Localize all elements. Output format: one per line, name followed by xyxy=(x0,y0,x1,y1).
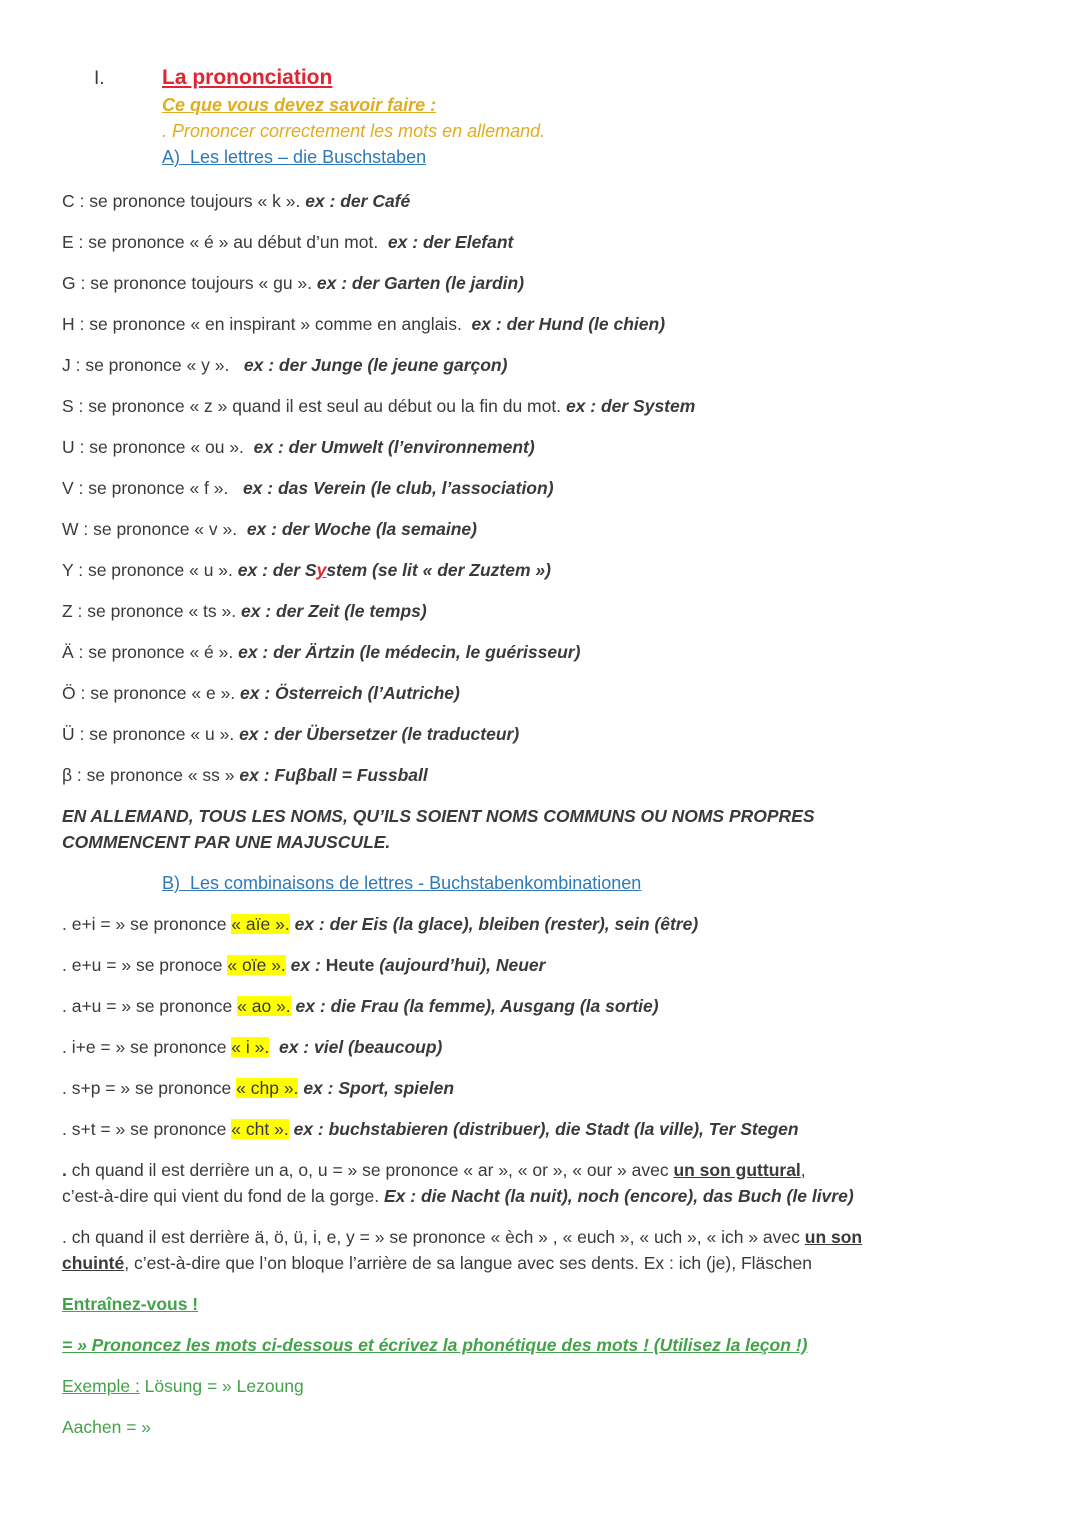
letter-rule-e xyxy=(62,229,1016,255)
text-line xyxy=(162,870,1016,896)
text-line xyxy=(62,952,1016,978)
text-line xyxy=(62,1291,1016,1317)
text-segment: ex : der S xyxy=(237,560,317,580)
text-segment: chuinté xyxy=(62,1253,125,1273)
text-segment: . ch quand il est derrière ä, ö, ü, i, e, y = » se prononce « èch » , « euch », « uch », « ich » avec xyxy=(62,1227,805,1247)
text-segment: ex : der Hund (le chien) xyxy=(471,314,666,334)
spellcheck-marked-letter: y xyxy=(316,560,327,580)
text-segment: . s+p = » se prononce xyxy=(62,1078,237,1098)
text-line xyxy=(62,393,1016,419)
text-line xyxy=(62,229,1016,255)
text-line xyxy=(62,188,1016,214)
letter-rule-ue xyxy=(62,721,1016,747)
text-line xyxy=(62,516,1016,542)
text-line xyxy=(62,352,1016,378)
letter-rule-ae xyxy=(62,639,1016,665)
text-segment: Ö : se prononce « e ». xyxy=(62,683,241,703)
text-segment: . e+i = » se prononce xyxy=(62,914,232,934)
text-segment: E : se prononce « é » au début d’un mot. xyxy=(62,232,388,252)
text-line xyxy=(62,1075,1016,1101)
text-segment: Z : se prononce « ts ». xyxy=(62,601,241,621)
text-line xyxy=(162,144,1016,170)
combo-rule-ei xyxy=(62,911,1016,937)
text-line xyxy=(62,721,1016,747)
text-line xyxy=(62,311,1016,337)
ch-guttural-rule xyxy=(62,1157,1016,1209)
text-segment: c’est-à-dire qui vient du fond de la gorge. xyxy=(62,1186,384,1206)
text-segment: ex : der Eis (la glace), bleiben (rester), sein (être) xyxy=(294,914,699,934)
text-segment: COMMENCENT PAR UNE MAJUSCULE. xyxy=(62,832,391,852)
text-line xyxy=(62,803,1016,829)
letter-rule-s xyxy=(62,393,1016,419)
text-line xyxy=(62,1034,1016,1060)
text-line xyxy=(162,118,1016,144)
highlighted-pronunciation: « cht ». xyxy=(231,1119,289,1139)
text-segment: . a+u = » se prononce xyxy=(62,996,238,1016)
text-segment: Ü : se prononce « u ». xyxy=(62,724,240,744)
text-line xyxy=(62,270,1016,296)
text-segment: , c’est-à-dire que l’on bloque l’arrière de sa langue avec ses dents. Ex : ich (je), Fläschen xyxy=(124,1253,812,1273)
highlighted-pronunciation: « chp ». xyxy=(236,1078,299,1098)
text-segment: ex : Sport, spielen xyxy=(303,1078,455,1098)
text-segment: V : se prononce « f ». xyxy=(62,478,243,498)
text-line xyxy=(62,557,1016,583)
subtitle-text: Ce que vous devez savoir faire : xyxy=(162,95,437,115)
text-segment: ex : der Café xyxy=(305,191,411,211)
text-segment: Ä : se prononce « é ». xyxy=(62,642,239,662)
text-segment: ex : der System xyxy=(565,396,696,416)
highlighted-pronunciation: « i ». xyxy=(231,1037,270,1057)
text-segment: ex : das Verein (le club, l’association) xyxy=(242,478,554,498)
text-segment: , xyxy=(800,1160,806,1180)
text-line xyxy=(62,1116,1016,1142)
text-segment: ex : der Umwelt (l’environnement) xyxy=(253,437,535,457)
text-segment: W : se prononce « v ». xyxy=(62,519,247,539)
section-objective xyxy=(162,118,1016,144)
text-segment: Heute xyxy=(325,955,380,975)
text-segment: ex : xyxy=(290,955,326,975)
heading-b-text: B) Les combinaisons de lettres - Buchstabenkombinationen xyxy=(162,873,642,893)
text-line xyxy=(62,680,1016,706)
text-segment: S : se prononce « z » quand il est seul au début ou la fin du mot. xyxy=(62,396,566,416)
letter-rule-h xyxy=(62,311,1016,337)
letter-rule-oe xyxy=(62,680,1016,706)
text-segment: G : se prononce toujours « gu ». xyxy=(62,273,317,293)
text-segment: ch quand il est derrière un a, o, u = » se prononce « ar », « or », « our » avec xyxy=(66,1160,674,1180)
text-segment: Y : se prononce « u ». xyxy=(62,560,238,580)
objective-text: . Prononcer correctement les mots en allemand. xyxy=(162,121,546,141)
text-segment: H : se prononce « en inspirant » comme en anglais. xyxy=(62,314,472,334)
text-line xyxy=(62,1414,1016,1440)
capitalization-note xyxy=(62,803,1016,855)
exercise-instruction xyxy=(62,1332,1016,1358)
text-line xyxy=(62,1332,1016,1358)
section-subtitle xyxy=(162,92,1016,118)
exercise-heading-text: Entraînez-vous ! xyxy=(62,1294,199,1314)
text-segment: un son guttural xyxy=(673,1160,801,1180)
section-number: I. xyxy=(94,68,105,89)
text-segment: . xyxy=(62,1160,67,1180)
text-segment: EN ALLEMAND, TOUS LES NOMS, QU’ILS SOIENT NOMS COMMUNS OU NOMS PROPRES xyxy=(62,806,815,826)
text-line xyxy=(62,434,1016,460)
letter-rule-v xyxy=(62,475,1016,501)
text-segment: . s+t = » se prononce xyxy=(62,1119,232,1139)
text-line xyxy=(62,1183,1016,1209)
text-line xyxy=(62,639,1016,665)
exercise-heading xyxy=(62,1291,1016,1317)
letter-rule-z xyxy=(62,598,1016,624)
letter-rule-j xyxy=(62,352,1016,378)
document-body xyxy=(62,64,1016,1440)
section-title: La prononciation xyxy=(162,66,333,89)
combo-rule-au xyxy=(62,993,1016,1019)
text-segment: Ex : die Nacht (la nuit), noch (encore), das Buch (le livre) xyxy=(384,1186,854,1206)
exercise-item-aachen xyxy=(62,1414,1016,1440)
exercise-word: Aachen = » xyxy=(62,1417,152,1437)
text-segment: β : se prononce « ss » xyxy=(62,765,240,785)
text-segment: ex : Österreich (l’Autriche) xyxy=(240,683,460,703)
text-segment: ex : der Ärtzin (le médecin, le guérisseur) xyxy=(238,642,581,662)
text-segment: . i+e = » se prononce xyxy=(62,1037,232,1057)
text-segment xyxy=(269,1037,279,1057)
text-segment: ex : buchstabieren (distribuer), die Stadt (la ville), Ter Stegen xyxy=(293,1119,799,1139)
text-line xyxy=(62,1373,1016,1399)
text-line xyxy=(62,911,1016,937)
text-segment: ex : viel (beaucoup) xyxy=(278,1037,443,1057)
text-line xyxy=(62,64,1016,92)
letter-rule-w xyxy=(62,516,1016,542)
text-line xyxy=(62,762,1016,788)
text-segment: ex : die Frau (la femme), Ausgang (la sortie) xyxy=(295,996,659,1016)
combo-rule-sp xyxy=(62,1075,1016,1101)
example-label: Exemple : xyxy=(62,1376,140,1396)
text-segment: ex : der Garten (le jardin) xyxy=(316,273,525,293)
combo-rule-ie xyxy=(62,1034,1016,1060)
exercise-instruction-text: = » Prononcez les mots ci-dessous et écrivez la phonétique des mots ! (Utilisez la leçon !) xyxy=(62,1335,808,1355)
text-line xyxy=(62,1157,1016,1183)
letter-rule-eszett xyxy=(62,762,1016,788)
ch-chuinte-rule xyxy=(62,1224,1016,1276)
letter-rule-g xyxy=(62,270,1016,296)
text-line xyxy=(62,1224,1016,1250)
text-line xyxy=(62,829,1016,855)
letter-rule-y xyxy=(62,557,1016,583)
text-segment: ex : der Woche (la semaine) xyxy=(246,519,477,539)
text-segment: ex : Fuβball = Fussball xyxy=(239,765,428,785)
text-segment: C : se prononce toujours « k ». xyxy=(62,191,306,211)
text-segment: stem (se lit « der Zuztem ») xyxy=(326,560,551,580)
text-segment: J : se prononce « y ». xyxy=(62,355,244,375)
highlighted-pronunciation: « oïe ». xyxy=(227,955,286,975)
letter-rule-c xyxy=(62,188,1016,214)
text-segment: U : se prononce « ou ». xyxy=(62,437,254,457)
heading-a-text: A) Les lettres – die Buschstaben xyxy=(162,147,427,167)
section-heading xyxy=(62,64,1016,92)
text-line xyxy=(62,598,1016,624)
combo-rule-eu xyxy=(62,952,1016,978)
text-segment: . e+u = » se pronoce xyxy=(62,955,228,975)
letter-rule-u xyxy=(62,434,1016,460)
highlighted-pronunciation: « ao ». xyxy=(237,996,291,1016)
text-segment: (aujourd’hui), Neuer xyxy=(379,955,546,975)
exercise-example xyxy=(62,1373,1016,1399)
text-segment: ex : der Zeit (le temps) xyxy=(240,601,427,621)
combo-rule-st xyxy=(62,1116,1016,1142)
text-segment: ex : der Übersetzer (le traducteur) xyxy=(239,724,520,744)
text-segment: un son xyxy=(804,1227,863,1247)
highlighted-pronunciation: « aïe ». xyxy=(231,914,290,934)
text-line xyxy=(62,993,1016,1019)
example-value: Lösung = » Lezoung xyxy=(139,1376,304,1396)
text-segment: ex : der Junge (le jeune garçon) xyxy=(243,355,508,375)
text-segment: ex : der Elefant xyxy=(387,232,514,252)
text-line xyxy=(62,1250,1016,1276)
heading-b xyxy=(162,870,1016,896)
heading-a xyxy=(162,144,1016,170)
text-line xyxy=(162,92,1016,118)
text-line xyxy=(62,475,1016,501)
